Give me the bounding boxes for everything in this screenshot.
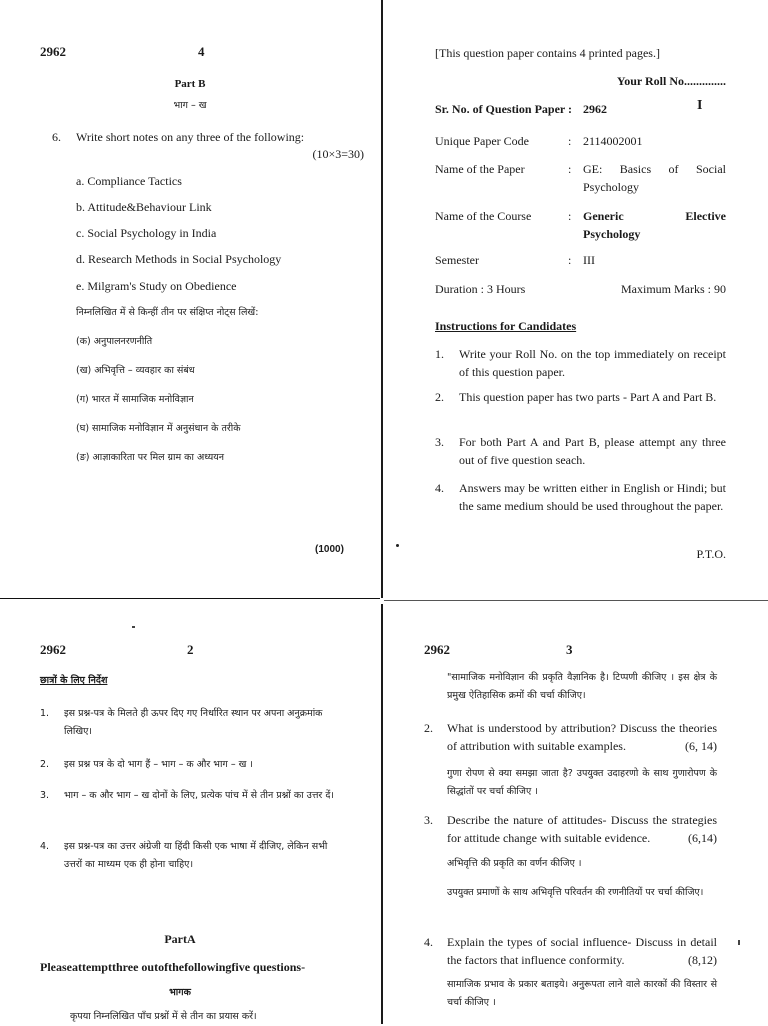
printed-pages-note: [This question paper contains 4 printed pages.] [435, 46, 660, 60]
field-colon: : [568, 209, 572, 223]
print-count: (1000) [315, 544, 344, 555]
question-text-hindi: गुणा रोपण से क्या समझा जाता है? उपयुक्त उदाहरणो के साथ गुणारोपण के सिद्धांतों पर चर्चा कीजिए । [447, 768, 717, 797]
note-item: a. Compliance Tactics [76, 174, 182, 188]
question-marks: (6, 14) [685, 739, 717, 753]
field-colon: : [568, 253, 572, 267]
paper-name: GE: Basics of Social Psychology [583, 162, 726, 194]
instruction-text-hindi: भाग – क और भाग – ख दोनों के लिए, प्रत्येक पांच में से तीन प्रश्नों का उत्तर दें। [64, 790, 334, 801]
center-divider-top [381, 0, 383, 598]
question-text: Write short notes on any three of the following: [76, 130, 305, 144]
instruction-text-hindi: इस प्रश्न-पत्र का उत्तर अंग्रेजी या हिंदी किसी एक भाषा में दीजिए, लेकिन सभी उत्तरों का माध्यम एक ही होना चाहिए। [64, 841, 328, 870]
part-title: Part B [174, 78, 206, 90]
field-label: Name of the Paper [435, 162, 525, 176]
instructions-title: Instructions for Candidates [435, 319, 577, 333]
note-item: e. Milgram's Study on Obedience [76, 279, 237, 293]
question-text: Describe the nature of attitudes- Discuss the strategies for attitude change with suitable evidence. [447, 813, 717, 845]
question-text-hindi: अभिवृत्ति की प्रकृति का वर्णन कीजिए । [447, 858, 582, 869]
middle-divider-left [0, 598, 380, 599]
question-1-hindi-continued: "सामाजिक मनोविज्ञान की प्रकृति वैज्ञानिक है। टिप्पणी कीजिए । इस क्षेत्र के प्रमुख ऐतिहासिक क्रमों की चर्चा कीजिए। [447, 672, 717, 701]
instruction-text: This question paper has two parts - Part A and Part B. [459, 390, 717, 404]
instruction-number: 2. [40, 759, 50, 770]
note-item: b. Attitude&Behaviour Link [76, 200, 212, 214]
page-number: 3 [566, 642, 573, 657]
part-a-title-hindi: भागक [169, 987, 191, 998]
paper-code: 2962 [424, 642, 450, 657]
part-a-instruction: Pleaseattemptthree outofthefollowingfive questions- [40, 960, 306, 974]
question-marks: (10×3=30) [312, 147, 364, 161]
paper-code: 2962 [40, 44, 66, 59]
unique-paper-code: 2114002001 [583, 134, 643, 148]
instruction-text-hindi: इस प्रश्न पत्र के दो भाग हैं – भाग – क और भाग – ख । [64, 759, 253, 770]
instruction-text-hindi: इस प्रश्न-पत्र के मिलते ही ऊपर दिए गए निर्धारित स्थान पर अपना अनुक्रमांक लिखिए। [64, 708, 323, 737]
instruction-text: Answers may be written either in English or Hindi; but the same medium should be used throughout the paper. [459, 481, 726, 513]
field-label: Name of the Course [435, 209, 532, 223]
instruction-number: 1. [40, 708, 50, 719]
question-text-hindi: निम्नलिखित में से किन्हीं तीन पर संक्षिप्त नोट्स लिखें: [76, 307, 259, 318]
instruction-number: 3. [40, 790, 50, 801]
instruction-number: 1. [435, 347, 444, 361]
stray-mark [738, 940, 740, 945]
question-marks: (6,14) [688, 831, 717, 845]
semester-value: III [583, 253, 595, 267]
question-number: 6. [52, 130, 61, 144]
center-divider-bottom [381, 604, 383, 1024]
paper-code: 2962 [40, 642, 66, 657]
field-label: Semester [435, 253, 479, 267]
maximum-marks: Maximum Marks : 90 [621, 282, 726, 296]
duration: Duration : 3 Hours [435, 282, 526, 296]
instruction-number: 4. [435, 481, 444, 495]
field-colon: : [568, 162, 572, 176]
question-text-hindi: सामाजिक प्रभाव के प्रकार बताइये। अनुरूपता लाने वाले कारकों की विस्तार से चर्चा कीजिए । [447, 979, 717, 1008]
part-a-instruction-hindi: कृपया निम्नलिखित पाँच प्रश्नों में से तीन का प्रयास करें। [70, 1011, 257, 1022]
serial-number-label: Sr. No. of Question Paper : [435, 102, 573, 116]
instruction-text: Write your Roll No. on the top immediately on receipt of this question paper. [459, 347, 726, 379]
course-name: Generic Elective Psychology [583, 209, 726, 241]
instruction-number: 4. [40, 841, 50, 852]
question-number: 3. [424, 813, 433, 827]
note-item: c. Social Psychology in India [76, 226, 217, 240]
question-text-hindi: उपयुक्त प्रमाणों के साथ अभिवृत्ति परिवर्तन की रणनीतियों पर चर्चा कीजिए। [447, 887, 704, 898]
middle-divider-right [384, 600, 768, 601]
note-item-hindi: (घ) सामाजिक मनोविज्ञान में अनुसंधान के तरीके [76, 423, 241, 434]
stray-mark [132, 626, 135, 628]
part-title-hindi: भाग – ख [173, 100, 207, 111]
instruction-number: 2. [435, 390, 444, 404]
instructions-title-hindi: छात्रों के लिए निर्देश [40, 675, 108, 686]
serial-number-value: 2962 [583, 102, 607, 116]
page-number: 4 [198, 44, 205, 59]
question-number: 4. [424, 935, 433, 949]
please-turn-over: P.T.O. [696, 547, 726, 561]
page-number: 2 [187, 642, 194, 657]
field-colon: : [568, 134, 572, 148]
stray-mark [396, 544, 399, 547]
note-item-hindi: (ङ) आज्ञाकारिता पर मिल ग्राम का अध्ययन [76, 452, 225, 463]
question-text: What is understood by attribution? Discuss the theories of attribution with suitable examples. [447, 721, 717, 753]
part-a-title: PartA [164, 932, 196, 946]
set-mark: I [697, 98, 703, 113]
note-item-hindi: (ख) अभिवृत्ति – व्यवहार का संबंध [76, 365, 195, 376]
instruction-number: 3. [435, 435, 444, 449]
question-marks: (8,12) [688, 953, 717, 967]
question-text: Explain the types of social influence- Discuss in detail the factors that influence conformity. [447, 935, 717, 967]
note-item-hindi: (क) अनुपालनरणनीति [76, 336, 153, 347]
note-item-hindi: (ग) भारत में सामाजिक मनोविज्ञान [76, 394, 194, 405]
note-item: d. Research Methods in Social Psychology [76, 252, 282, 266]
question-number: 2. [424, 721, 433, 735]
instruction-text: For both Part A and Part B, please attempt any three out of five question seach. [459, 435, 726, 467]
roll-number-label: Your Roll No.............. [616, 74, 726, 88]
field-label: Unique Paper Code [435, 134, 529, 148]
